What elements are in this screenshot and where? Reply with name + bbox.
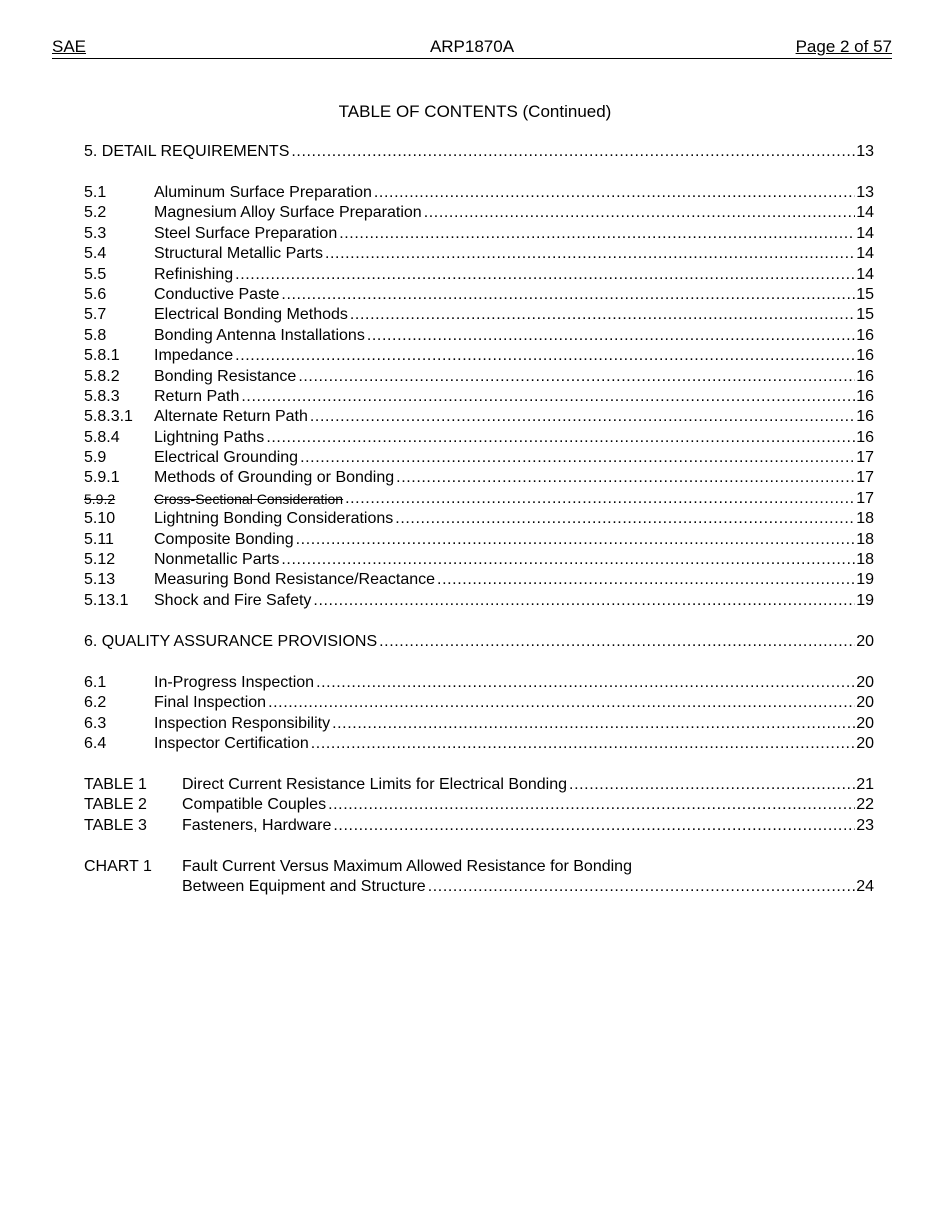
toc-entry-number: 6.3 [84,714,107,732]
toc-leader-dots [289,142,855,162]
toc-entry[interactable] [84,734,874,754]
toc-entry-number: 5.13 [84,571,116,589]
toc-entry-title: Lightning Paths [154,428,265,446]
toc-entry[interactable] [84,448,874,468]
toc-entry-title: Lightning Bonding Considerations [154,510,394,528]
toc-entry-title: Magnesium Alloy Surface Preparation [154,204,422,222]
toc-leader-dots [567,775,855,795]
toc-leader-dots [348,305,855,325]
toc-entry-title: 5. DETAIL REQUIREMENTS [84,143,290,160]
toc-entry[interactable] [84,468,874,488]
toc-entry-number: 5.8.2 [84,367,120,385]
toc-entry[interactable] [84,550,874,570]
toc-entry[interactable] [84,367,874,387]
toc-spacer [84,611,874,632]
toc-entry[interactable] [84,428,874,448]
toc-spacer [84,754,874,775]
toc-entry[interactable] [84,326,874,346]
toc-entry-page: 13 [856,183,874,201]
toc-entry-title: Composite Bonding [154,530,294,548]
toc-entry[interactable] [84,244,874,264]
toc-entry-page: 20 [856,694,874,712]
toc-entry-number: 5.4 [84,245,107,263]
toc-entry-page: 20 [856,632,874,650]
toc-leader-dots [266,693,855,713]
toc-entry-title: Fasteners, Hardware [182,816,332,834]
toc-entry[interactable] [84,714,874,734]
toc-entry-title: Electrical Bonding Methods [154,306,348,324]
toc-leader-dots [294,530,856,550]
toc-entry-title: Electrical Grounding [154,449,299,467]
toc-entry[interactable] [84,591,874,611]
toc-entry-title: In-Progress Inspection [154,673,315,691]
toc-entry-title: Structural Metallic Parts [154,245,323,263]
toc-leader-dots [311,591,855,611]
toc-entry-title: Inspector Certification [154,734,309,752]
toc-leader-dots [330,714,855,734]
page-header [52,36,892,59]
toc-entry-number: 5.8.3.1 [84,408,133,426]
toc-entry[interactable] [84,530,874,550]
toc-entry-title: Nonmetallic Parts [154,551,280,569]
toc-entry-title: Return Path [154,387,240,405]
toc-leader-dots [298,448,855,468]
toc-leader-dots [279,550,855,570]
toc-entry-page: 18 [856,551,874,569]
header-page-number: Page 2 of 57 [795,37,892,56]
toc-entry-page: 17 [856,489,874,507]
toc-entry-title: Compatible Couples [182,796,327,814]
toc-entry[interactable] [84,816,874,836]
toc-leader-dots [309,734,855,754]
toc-entry-title: Refinishing [154,265,234,283]
toc-entry-title: Fault Current Versus Maximum Allowed Resistance for Bonding [182,857,632,875]
header-org: SAE [52,37,87,56]
toc-entry-number: 5.8.3 [84,387,120,405]
toc-entry-page: 16 [856,387,874,405]
toc-spacer [84,162,874,183]
toc-leader-dots [308,407,855,427]
toc-entry-number: 5.8 [84,326,107,344]
toc-leader-dots [372,183,855,203]
toc-entry[interactable] [84,265,874,285]
toc-entry[interactable] [84,877,874,897]
toc-leader-dots [323,244,855,264]
toc-entry-title: Shock and Fire Safety [154,591,312,609]
header-doc-number: ARP1870A [429,37,515,56]
toc-leader-dots [377,632,855,652]
toc-entry-number: 5.6 [84,285,107,303]
toc-entry-title: Between Equipment and Structure [182,878,426,896]
toc-entry[interactable] [84,775,874,795]
toc-entry-page: 13 [856,143,874,160]
toc-entry-page: 14 [856,224,874,242]
toc-entry-number: 6.2 [84,694,107,712]
toc-entry-page: 20 [856,714,874,732]
toc-entry-page: 18 [856,530,874,548]
toc-leader-dots [326,795,855,815]
toc-entry-page: 16 [856,326,874,344]
toc-entry-page: 17 [856,449,874,467]
toc-leader-dots [279,285,855,305]
toc-entry[interactable] [84,407,874,427]
toc-entry-number: TABLE 1 [84,775,147,793]
toc-entry[interactable] [84,285,874,305]
toc-entry-number: 5.5 [84,265,107,283]
toc-entry-title: Final Inspection [154,694,267,712]
toc-entry-number: 5.8.1 [84,347,120,365]
toc-entry-title: Conductive Paste [154,285,280,303]
toc-entry[interactable] [84,509,874,529]
toc-entry-number: 5.8.4 [84,428,120,446]
toc-entry-page: 15 [856,306,874,324]
toc-leader-dots [422,203,856,223]
toc-spacer [84,836,874,857]
toc-entry-title: Measuring Bond Resistance/Reactance [154,571,436,589]
toc-entry-title: 6. QUALITY ASSURANCE PROVISIONS [84,632,378,650]
toc-entry-number: TABLE 2 [84,796,147,814]
toc-entry-number: 5.7 [84,306,107,324]
toc-entry-number: 5.11 [84,530,114,548]
table-of-contents [84,142,874,897]
toc-entry-number: 5.9 [84,449,107,467]
toc-leader-dots [426,877,856,897]
toc-leader-dots [337,224,855,244]
toc-entry-number: 5.9.2 [84,490,116,507]
toc-entry[interactable] [84,570,874,590]
toc-entry-number: TABLE 3 [84,816,147,834]
toc-entry-number: 6.1 [84,673,107,691]
toc-entry-number: 5.1 [84,183,107,201]
toc-entry-number: 5.12 [84,551,116,569]
toc-entry-number: 5.10 [84,510,116,528]
toc-entry[interactable] [84,693,874,713]
toc-entry-page: 20 [856,673,874,691]
toc-entry-page: 18 [856,510,874,528]
toc-entry[interactable] [84,305,874,325]
toc-entry[interactable] [84,489,874,509]
toc-entry-title: Alternate Return Path [154,408,308,426]
toc-entry-page: 14 [856,265,874,283]
toc-leader-dots [233,346,855,366]
toc-entry-number: 6.4 [84,734,107,752]
toc-leader-dots [365,326,855,346]
toc-entry-page: 19 [856,571,874,589]
toc-entry-page: 16 [856,408,874,426]
toc-title: TABLE OF CONTENTS (Continued) [338,102,612,121]
toc-entry-page: 21 [856,775,874,793]
toc-leader-dots [394,468,855,488]
toc-entry-page: 14 [856,245,874,263]
toc-leader-dots [331,816,855,836]
toc-entry-page: 23 [856,816,874,834]
toc-entry-number: 5.2 [84,204,107,222]
toc-entry[interactable] [84,673,874,693]
toc-entry-page: 22 [856,796,874,814]
toc-entry-page: 15 [856,285,874,303]
toc-entry[interactable] [84,142,874,162]
toc-spacer [84,652,874,673]
toc-entry-title: Direct Current Resistance Limits for Electrical Bonding [182,775,568,793]
toc-leader-dots [314,673,855,693]
toc-entry-title: Methods of Grounding or Bonding [154,469,395,487]
toc-leader-dots [393,509,855,529]
toc-entry-title: Steel Surface Preparation [154,224,338,242]
toc-leader-dots [264,428,855,448]
toc-entry-page: 16 [856,428,874,446]
toc-entry[interactable] [84,795,874,815]
toc-entry[interactable] [84,203,874,223]
toc-leader-dots [296,367,855,387]
toc-entry-title: Cross-Sectional Consideration [154,490,344,507]
toc-entry-page: 19 [856,591,874,609]
toc-entry[interactable] [84,387,874,407]
toc-entry-page: 24 [856,878,874,896]
toc-entry-page: 14 [856,204,874,222]
toc-entry-title: Aluminum Surface Preparation [154,183,372,201]
toc-entry[interactable] [84,346,874,366]
toc-leader-dots [233,265,855,285]
toc-leader-dots [343,489,855,509]
toc-entry-number: 5.9.1 [84,469,120,487]
toc-leader-dots [435,570,855,590]
toc-leader-dots [239,387,855,407]
toc-entry[interactable] [84,183,874,203]
toc-entry-page: 17 [856,469,874,487]
toc-entry-title: Impedance [154,347,234,365]
toc-entry-number: CHART 1 [84,857,152,875]
toc-entry-title: Inspection Responsibility [154,714,331,732]
toc-entry[interactable] [84,224,874,244]
toc-entry-title: Bonding Resistance [154,367,297,385]
toc-entry-page: 20 [856,734,874,752]
toc-entry[interactable] [84,632,874,652]
toc-entry-page: 16 [856,367,874,385]
toc-entry-title: Bonding Antenna Installations [154,326,365,344]
toc-entry-page: 16 [856,347,874,365]
toc-entry-number: 5.3 [84,224,107,242]
toc-entry-number: 5.13.1 [84,591,129,609]
toc-entry[interactable] [84,857,874,877]
